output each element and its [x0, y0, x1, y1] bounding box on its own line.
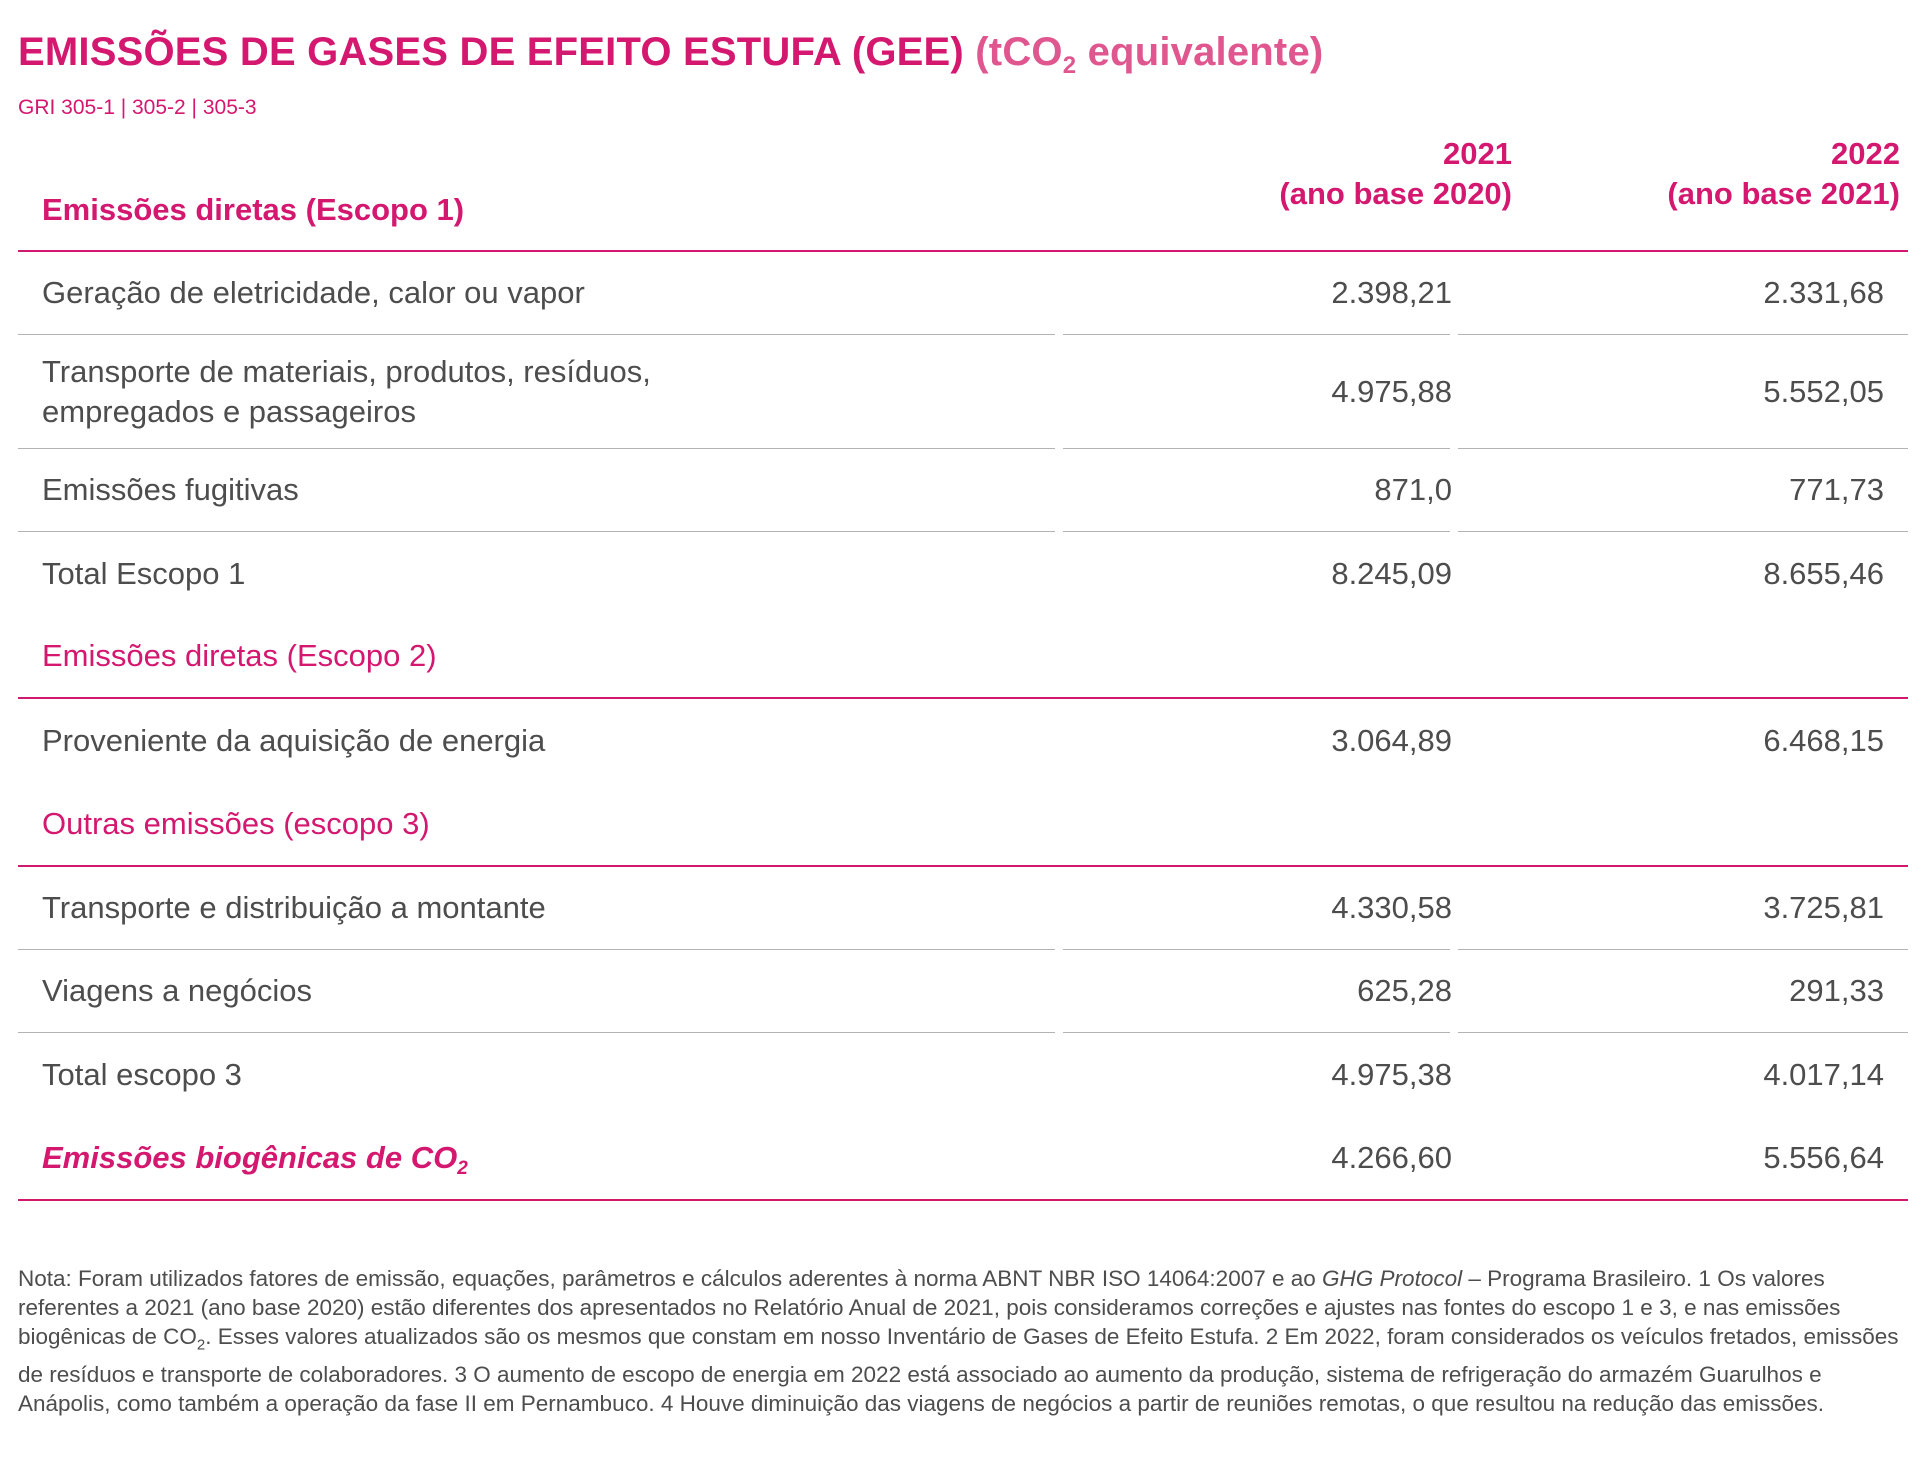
value-2022: 2.331,68: [1763, 275, 1884, 310]
section-label: Emissões diretas (Escopo 1): [42, 192, 465, 227]
value-2022: 8.655,46: [1763, 555, 1884, 591]
value-2021: 625,28: [1357, 973, 1452, 1008]
note-part3: . Esses valores atualizados são os mesmos que constam em nosso Inventário de Gases de Efeito Estufa. 2 Em 2022, foram considerados os veículos fretados, emissões de resíduos e transporte de colaboradores. 3 O aumento de escopo de energia em 2022 está associado ao aumento da produção, sistema de refrigeração do armazém Guarulhos e Anápolis, como também a operação da fase II em Pernambuco. 4 Houve diminuição das viagens de negócios a partir de reuniões remotas, o que resultou na redução das emissões.: [18, 1324, 1899, 1416]
row-label: Geração de eletricidade, calor ou vapor: [42, 275, 585, 310]
value-2021: 4.975,88: [1331, 373, 1452, 409]
row-label: Emissões fugitivas: [42, 472, 299, 507]
value-2022: 5.552,05: [1763, 373, 1884, 409]
title-unit: [975, 30, 1324, 79]
unit-subscript: 2: [1062, 52, 1077, 79]
value-2022: 5.556,64: [1763, 1139, 1884, 1175]
table-row-total: [18, 532, 1908, 615]
value-2022: 4.017,14: [1763, 1056, 1884, 1092]
table-row-total: [18, 1033, 1908, 1116]
divider: [18, 1199, 1908, 1201]
value-2021: 3.064,89: [1331, 723, 1452, 758]
note-part2: – Programa Brasileiro. 1 Os valores referentes a 2021 (ano base 2020) estão diferentes dos apresentados no Relatório Anual de 2021, pois consideramos correções e ajustes nas fontes do escopo 1 e 3, e nas emissões biogênicas de CO: [18, 1266, 1841, 1349]
column-base: (ano base 2020): [1279, 176, 1512, 211]
row-label: Total Escopo 1: [42, 555, 246, 591]
note-part1: Nota: Foram utilizados fatores de emissão, equações, parâmetros e cálculos aderentes à norma ABNT NBR ISO 14064:2007 e ao: [18, 1266, 1323, 1291]
column-year: 2022: [1831, 136, 1900, 171]
bio-label-subscript: 2: [457, 1157, 468, 1179]
section-header-scope2: [18, 615, 1908, 697]
section-header-scope3: [18, 783, 1908, 865]
unit-suffix: equivalente): [1076, 30, 1324, 74]
note-subscript: 2: [196, 1336, 206, 1354]
value-2021: 4.266,60: [1331, 1139, 1452, 1175]
value-2021: 2.398,21: [1331, 275, 1452, 310]
bio-label-text: Emissões biogênicas de CO: [42, 1139, 458, 1175]
value-2021: 4.330,58: [1331, 890, 1452, 925]
gri-reference: GRI 305-1 | 305-2 | 305-3: [18, 96, 257, 119]
table-row: [18, 699, 1908, 783]
title-text: EMISSÕES DE GASES DE EFEITO ESTUFA (GEE): [18, 30, 964, 74]
value-2021: 8.245,09: [1331, 555, 1452, 591]
table-row: [18, 950, 1908, 1032]
value-2022: 771,73: [1789, 472, 1884, 507]
value-2022: 3.725,81: [1763, 890, 1884, 925]
table-row: [18, 449, 1908, 531]
row-label: Proveniente da aquisição de energia: [42, 723, 546, 758]
section-header-scope1: [18, 170, 1908, 250]
value-2022: 291,33: [1789, 973, 1884, 1008]
section-label: Outras emissões (escopo 3): [42, 806, 430, 841]
value-2021: 871,0: [1374, 472, 1452, 507]
table-row-biogenic: [18, 1116, 1908, 1199]
row-label: Viagens a negócios: [42, 973, 313, 1008]
row-label: Transporte de materiais, produtos, resíduos, empregados e passageiros: [42, 353, 651, 429]
value-2022: 6.468,15: [1763, 723, 1884, 758]
column-base: (ano base 2021): [1667, 176, 1900, 211]
footnote: [18, 1264, 1918, 1418]
column-year: 2021: [1443, 136, 1512, 171]
table-row: [18, 252, 1908, 334]
unit-prefix: (tCO: [975, 30, 1063, 74]
table-row: [18, 867, 1908, 949]
row-label: Total escopo 3: [42, 1056, 242, 1092]
row-label: [42, 1138, 468, 1178]
section-label: Emissões diretas (Escopo 2): [42, 638, 437, 673]
table-row: [18, 335, 1908, 448]
note-italic: GHG Protocol: [1322, 1266, 1463, 1291]
page-title: [18, 30, 1324, 79]
row-label: Transporte e distribuição a montante: [42, 890, 546, 925]
value-2021: 4.975,38: [1331, 1056, 1452, 1092]
footnote-text: [18, 1264, 1918, 1418]
emissions-table: [18, 170, 1908, 1201]
